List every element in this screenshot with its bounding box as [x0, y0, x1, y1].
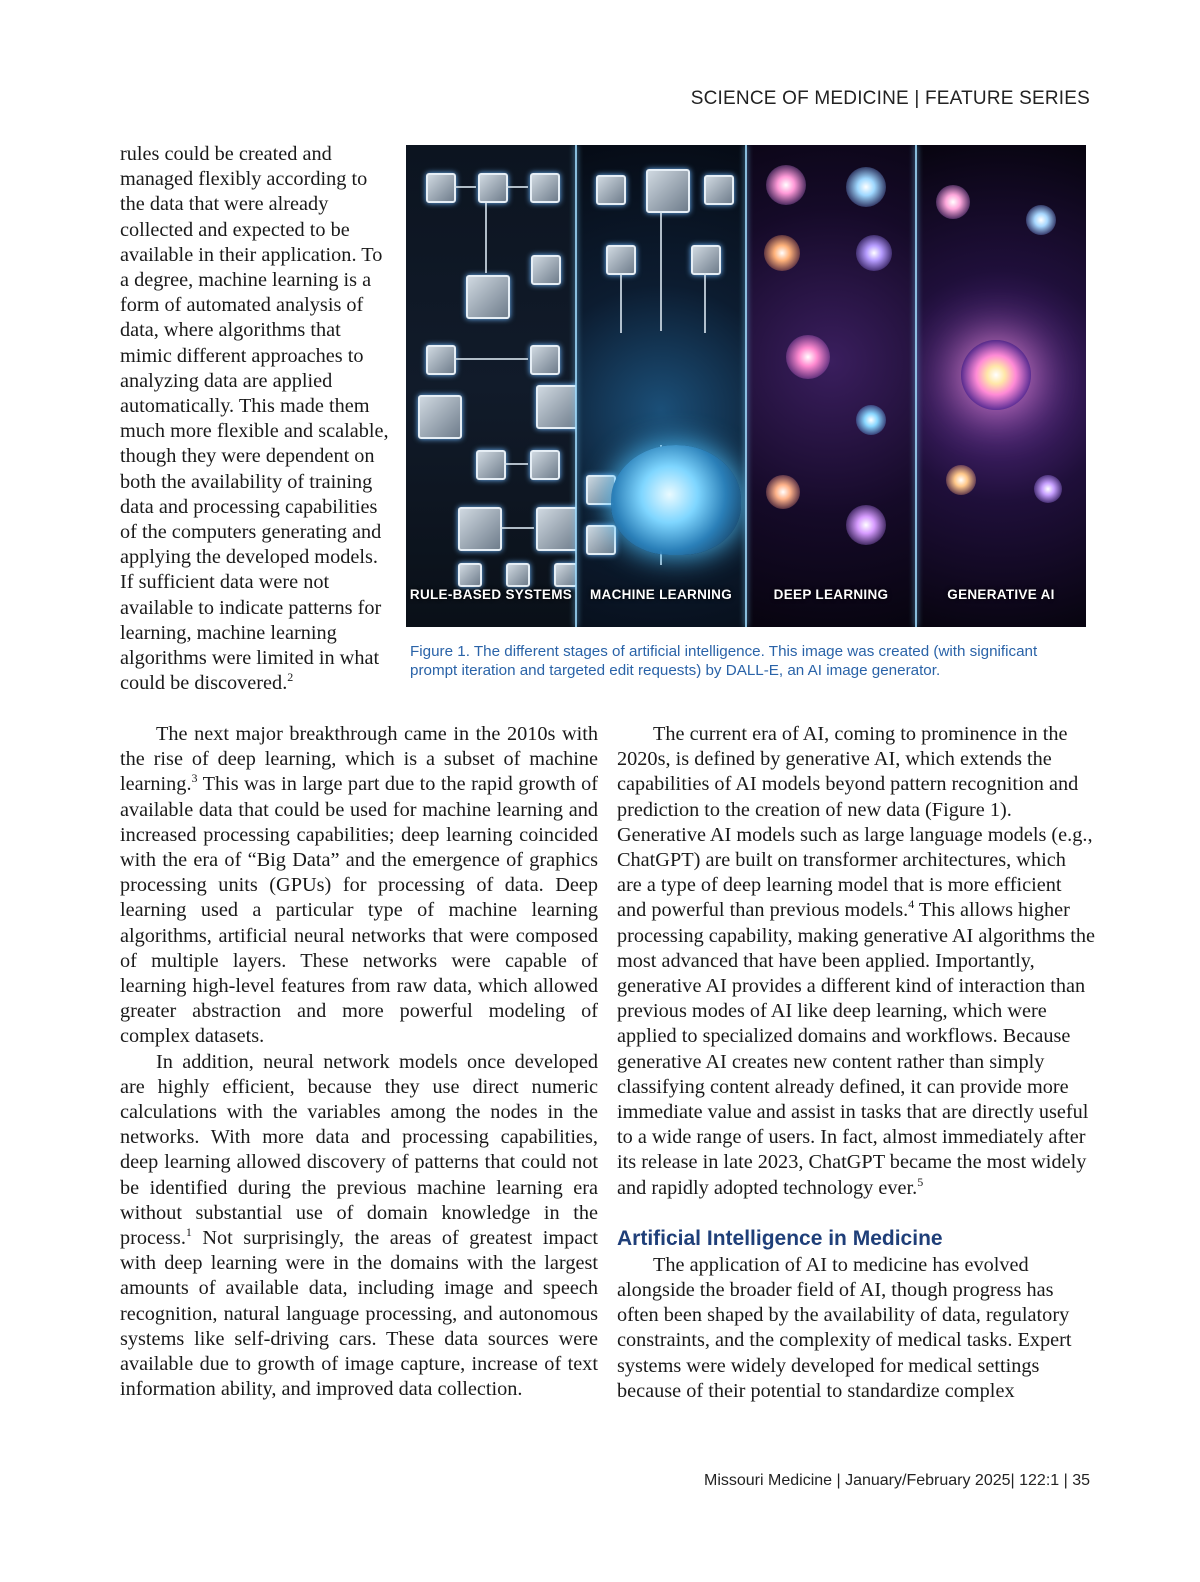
- node-orb: [856, 235, 892, 271]
- paragraph-text: This was in large part due to the rapid growth of available data that could be used for machine learning and increased processing capabilities; deep learning coincided with the era of “Big Data” and the emergence of graphics processing units (GPUs) for processing of data. Deep learning used a particular type of machine learning algorithms, artificial neural networks that were composed of multiple layers. These networks were capable of learning high-level features from raw data, which allowed greater abstraction and more powerful modeling of complex datasets.: [120, 773, 598, 1048]
- reference-superscript: 4: [908, 897, 915, 912]
- chip-icon: [606, 245, 636, 275]
- brain-icon: [611, 445, 741, 555]
- panel-rule-based: [406, 145, 576, 627]
- chip-icon: [586, 525, 616, 555]
- chip-icon: [476, 450, 506, 480]
- node-orb: [1034, 475, 1062, 503]
- node-orb: [786, 335, 830, 379]
- page-footer: Missouri Medicine | January/February 2025| 122:1 | 35: [704, 1472, 1090, 1489]
- paragraph: [120, 142, 392, 696]
- chip-icon: [536, 385, 580, 429]
- node-orb: [764, 235, 800, 271]
- chip-icon: [506, 563, 530, 587]
- paragraph: [617, 722, 1095, 1201]
- chip-icon: [458, 507, 502, 551]
- paragraph: [120, 722, 598, 1050]
- node-orb: [1026, 205, 1056, 235]
- node-orb: [936, 185, 970, 219]
- node-orb: [766, 165, 806, 205]
- chip-icon: [596, 175, 626, 205]
- node-orb: [846, 505, 886, 545]
- paragraph-text: In addition, neural network models once developed are highly efficient, because they use direct numeric calculations with the variables among the nodes in the networks. With more data and processing capabilities, deep learning allowed discovery of patterns that could not be identified during the previous machine learning era without substantial use of domain knowledge in the process.: [120, 1050, 598, 1250]
- connector-line: [506, 186, 528, 188]
- paragraph-text: The current era of AI, coming to prominence in the 2020s, is defined by generative AI, which extends the capabilities of AI models beyond pattern recognition and prediction to the creation of new data (Figure 1). Generative AI models such as large language models (e.g., ChatGPT) are built on transformer architectures, which are a type of deep learning model that is more efficient and powerful than previous models.: [617, 723, 1093, 922]
- panel-deep-learning: [746, 145, 916, 627]
- node-orb: [856, 405, 886, 435]
- paragraph-text: This allows higher processing capability, making generative AI algorithms the most advanced that have been applied. Importantly, generative AI provides a different kind of interaction than previous modes of AI like deep learning, which were applied to specialized domains and workflows. Because generative AI creates new content rather than simply classifying content already defined, it can provide more immediate value and assist in tasks that are directly useful to a wide range of users. In fact, almost immediately after its release in late 2023, ChatGPT became the most widely and rapidly adopted technology ever.: [617, 899, 1095, 1199]
- figure-caption: Figure 1. The different stages of artificial intelligence. This image was created (with significant prompt iteration and targeted edit requests) by DALL-E, an AI image generator.: [410, 643, 1038, 679]
- connector-line: [704, 273, 706, 333]
- paragraph: [617, 1253, 1095, 1404]
- chip-icon: [536, 507, 580, 551]
- panel-label-rule-based: RULE-BASED SYSTEMS: [409, 587, 573, 602]
- connector-line: [620, 273, 622, 333]
- paragraph-text: Not surprisingly, the areas of greatest impact with deep learning were in the domains with the largest amounts of available data, including image and speech recognition, natural language processing, and autonomous systems like self-driving cars. These data sources were available due to growth of image capture, increase of text information ability, and improved data collection.: [120, 1227, 598, 1401]
- chip-icon: [466, 275, 510, 319]
- node-orb: [766, 475, 800, 509]
- left-column: [120, 722, 598, 1402]
- connector-line: [454, 358, 528, 360]
- chip-icon: [418, 395, 462, 439]
- chip-icon: [530, 173, 560, 203]
- panel-label-machine-learning: MACHINE LEARNING: [589, 587, 733, 602]
- chip-icon: [530, 450, 560, 480]
- right-column: [617, 722, 1095, 1404]
- chip-icon: [691, 245, 721, 275]
- chip-icon: [704, 175, 734, 205]
- connector-line: [660, 211, 662, 331]
- paragraph: [120, 1050, 598, 1403]
- connector-line: [504, 463, 528, 465]
- panel-divider: [575, 145, 577, 627]
- panel-divider: [915, 145, 917, 627]
- paragraph-text: rules could be created and managed flexibly according to the data that were already collected and expected to be available in their application. To a degree, machine learning is a form of automated analysis of data, where algorithms that mimic different approaches to analyzing data are applied automatically. This made them much more flexible and scalable, though they were dependent on both the availability of training data and processing capabilities of the computers generating and applying the developed models. If sufficient data were not available to indicate patterns for learning, machine learning algorithms were limited in what could be discovered.: [120, 143, 389, 695]
- chip-icon: [426, 173, 456, 203]
- paragraph-text: The next major breakthrough came in the 2010s with the rise of deep learning, which is a subset of machine learning.: [120, 723, 598, 796]
- reference-superscript: 5: [917, 1174, 924, 1189]
- panel-label-generative-ai: GENERATIVE AI: [947, 587, 1055, 602]
- chip-icon: [646, 169, 690, 213]
- chip-icon: [426, 345, 456, 375]
- chip-icon: [458, 563, 482, 587]
- chip-icon: [530, 345, 560, 375]
- central-glow: [961, 340, 1031, 410]
- connector-line: [454, 186, 476, 188]
- panel-machine-learning: [576, 145, 746, 627]
- reference-superscript: 2: [287, 670, 294, 685]
- chip-icon: [531, 255, 561, 285]
- panel-divider: [745, 145, 747, 627]
- paragraph-text: The application of AI to medicine has evolved alongside the broader field of AI, though progress has often been shaped by the availability of data, regulatory constraints, and the complexity of medical tasks. Expert systems were widely developed for medical settings because of their potential to standardize complex: [617, 1253, 1072, 1402]
- running-header: SCIENCE OF MEDICINE | FEATURE SERIES: [690, 88, 1090, 109]
- section-heading: Artificial Intelligence in Medicine: [617, 1226, 943, 1250]
- connector-line: [485, 203, 487, 273]
- panel-label-deep-learning: DEEP LEARNING: [773, 587, 889, 602]
- connector-line: [500, 527, 534, 529]
- reference-superscript: 3: [191, 771, 198, 786]
- chip-icon: [478, 173, 508, 203]
- top-left-column: [120, 142, 392, 696]
- figure-1-image: [406, 145, 1086, 627]
- node-orb: [846, 167, 886, 207]
- node-orb: [946, 465, 976, 495]
- reference-superscript: 1: [185, 1225, 192, 1240]
